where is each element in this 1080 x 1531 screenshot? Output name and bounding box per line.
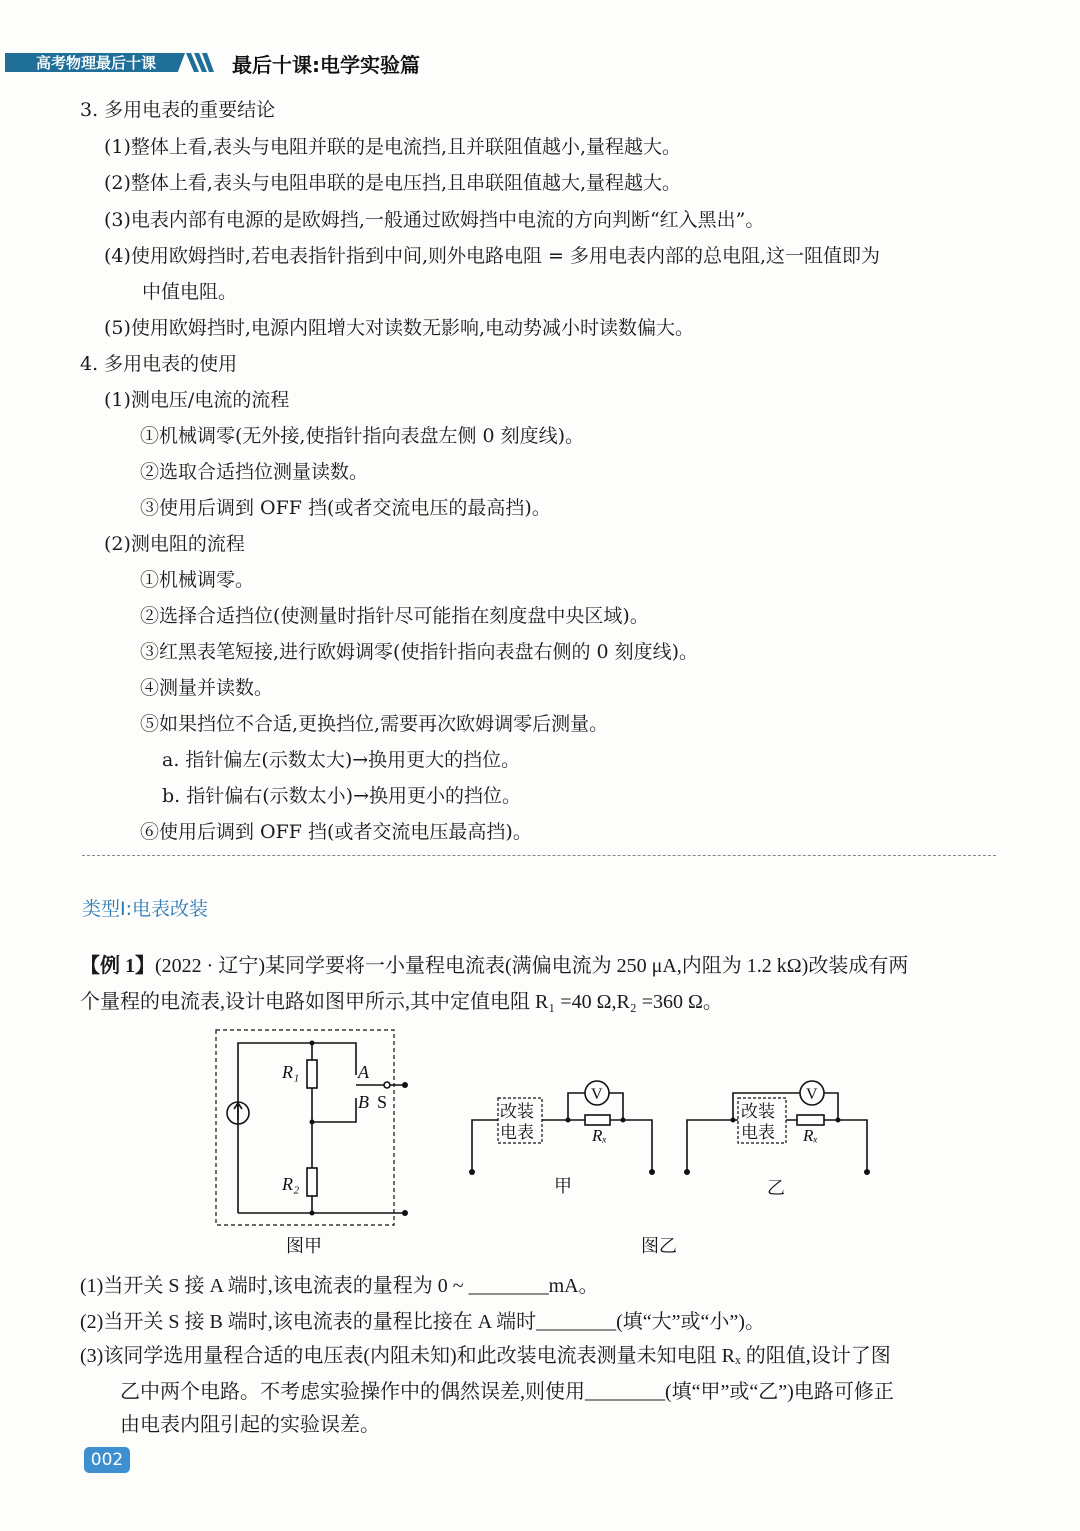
list-item: ⑥使用后调到 OFF 挡(或者交流电压最高挡)。 bbox=[140, 821, 532, 843]
list-item: ③红黑表笔短接,进行欧姆调零(使指针指向表盘右侧的 0 刻度线)。 bbox=[140, 641, 699, 663]
circuit-jia bbox=[469, 1081, 655, 1196]
svg-text:改装: 改装 bbox=[741, 1102, 775, 1121]
question: 乙中两个电路。不考虑实验操作中的偶然误差,则使用________(填“甲”或“乙”)电路可修正 bbox=[120, 1381, 894, 1403]
list-item: ①机械调零(无外接,使指针指向表盘左侧 0 刻度线)。 bbox=[140, 425, 585, 447]
list-item: ①机械调零。 bbox=[140, 569, 255, 591]
section-heading: 4. 多用电表的使用 bbox=[80, 353, 238, 375]
resistor-rx bbox=[585, 1115, 610, 1125]
list-item: (1)测电压/电流的流程 bbox=[104, 389, 290, 411]
resistor-rx bbox=[797, 1115, 824, 1125]
type-heading: 类型Ⅰ:电表改装 bbox=[82, 898, 209, 920]
list-item: a. 指针偏左(示数太大)→换用更大的挡位。 bbox=[162, 749, 521, 771]
svg-text:Rₓ: Rₓ bbox=[803, 1126, 819, 1145]
list-item: ④测量并读数。 bbox=[140, 677, 274, 699]
caption-a: 图甲 bbox=[286, 1236, 322, 1256]
svg-text:V: V bbox=[806, 1086, 818, 1103]
example-text: 个量程的电流表,设计电路如图甲所示,其中定值电阻 R₁ =40 Ω,R₂ =360 Ω。 bbox=[80, 991, 723, 1013]
list-item: ②选取合适挡位测量读数。 bbox=[140, 461, 369, 483]
list-item: (1)整体上看,表头与电阻并联的是电流挡,且并联阻值越小,量程越大。 bbox=[104, 136, 682, 158]
terminal bbox=[402, 1210, 408, 1216]
question: (3)该同学选用量程合适的电压表(内阻未知)和此改装电流表测量未知电阻 Rₓ 的阻值,设计了图 bbox=[80, 1345, 891, 1367]
example-text: (2022 · 辽宁)某同学要将一小量程电流表(满偏电流为 250 μA,内阻为 1.2 kΩ)改装成有两 bbox=[155, 955, 909, 977]
terminal bbox=[402, 1082, 408, 1088]
label-b: B bbox=[358, 1092, 369, 1112]
svg-text:电表: 电表 bbox=[741, 1123, 775, 1142]
list-item: (2)整体上看,表头与电阻串联的是电压挡,且串联阻值越大,量程越大。 bbox=[104, 172, 682, 194]
meter-enclosure bbox=[216, 1030, 394, 1225]
list-item: b. 指针偏右(示数太小)→换用更小的挡位。 bbox=[162, 785, 521, 807]
question: (1)当开关 S 接 A 端时,该电流表的量程为 0 ~ ________mA。 bbox=[80, 1275, 599, 1297]
question: 由电表内阻引起的实验误差。 bbox=[120, 1414, 380, 1436]
list-item: 中值电阻。 bbox=[142, 281, 238, 303]
list-item: ③使用后调到 OFF 挡(或者交流电压的最高挡)。 bbox=[140, 497, 551, 519]
page-number: 002 bbox=[84, 1447, 130, 1473]
svg-text:电表: 电表 bbox=[500, 1123, 534, 1142]
list-item: (5)使用欧姆挡时,电源内阻增大对读数无影响,电动势减小时读数偏大。 bbox=[104, 317, 694, 339]
circuit-yi bbox=[641, 1081, 870, 1256]
list-item: (2)测电阻的流程 bbox=[104, 533, 245, 555]
svg-text:V: V bbox=[591, 1086, 603, 1103]
caption-b: 图乙 bbox=[641, 1236, 677, 1256]
svg-text:甲: 甲 bbox=[554, 1176, 572, 1196]
question: (2)当开关 S 接 B 端时,该电流表的量程比接在 A 端时________(填“大”或“小”)。 bbox=[80, 1311, 765, 1333]
svg-text:乙: 乙 bbox=[767, 1178, 785, 1198]
label-a: A bbox=[358, 1062, 369, 1082]
label-r1: R₁ bbox=[282, 1062, 300, 1082]
header-series: 高考物理最后十课 bbox=[36, 54, 157, 72]
switch-s bbox=[384, 1082, 390, 1088]
list-item: ⑤如果挡位不合适,更换挡位,需要再次欧姆调零后测量。 bbox=[140, 713, 609, 735]
svg-text:Rₓ: Rₓ bbox=[592, 1126, 608, 1145]
list-item: (4)使用欧姆挡时,若电表指针指到中间,则外电路电阻 = 多用电表内部的总电阻,这一阻值即为 bbox=[104, 245, 881, 267]
resistor-r1 bbox=[307, 1060, 317, 1088]
example-label: 【例 1】 bbox=[80, 955, 155, 977]
list-item: ②选择合适挡位(使测量时指针尽可能指在刻度盘中央区域)。 bbox=[140, 605, 649, 627]
section-heading: 3. 多用电表的重要结论 bbox=[80, 99, 276, 121]
header-title: 最后十课:电学实验篇 bbox=[232, 53, 420, 77]
label-s: S bbox=[377, 1092, 388, 1112]
circuit-figure-a bbox=[216, 1030, 408, 1256]
resistor-r2 bbox=[307, 1168, 317, 1196]
label-r2: R₂ bbox=[282, 1174, 300, 1194]
list-item: (3)电表内部有电源的是欧姆挡,一般通过欧姆挡中电流的方向判断“红入黑出”。 bbox=[104, 209, 765, 231]
svg-text:改装: 改装 bbox=[500, 1102, 534, 1121]
